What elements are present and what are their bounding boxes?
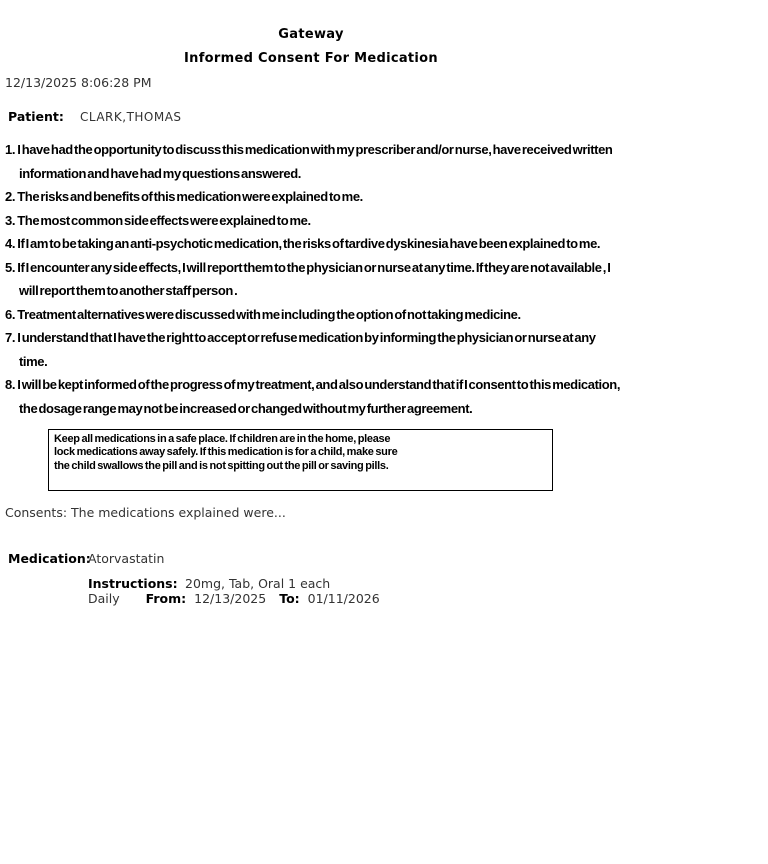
- item-number: 1.: [5, 142, 16, 157]
- safety-notice-text: Keep all medications in a safe place. If children are in the home, please lock medications away safely. If this medication is for a child, make sure the child swallows the pill and is not spitting out the pill or saving pills.: [54, 433, 398, 472]
- form-title: Informed Consent For Medication: [184, 51, 438, 66]
- consent-item-5: [5, 256, 623, 303]
- item-text: I have had the opportunity to discuss this medication with my prescriber and/or nurse, have received written information and have had my questions answered.: [17, 142, 613, 181]
- to-date: 01/11/2026: [307, 591, 380, 607]
- consent-item-8: [5, 373, 623, 420]
- item-number: 2.: [5, 189, 16, 204]
- consent-item-3: [5, 209, 623, 233]
- to-label: To:: [279, 591, 300, 607]
- patient-label: Patient:: [8, 109, 64, 124]
- item-text: The risks and benefits of this medication were explained to me.: [17, 189, 363, 204]
- consent-item-7: [5, 326, 623, 373]
- from-date: 12/13/2025: [194, 591, 267, 607]
- clinic-name: Gateway: [278, 27, 344, 42]
- item-number: 6.: [5, 306, 16, 322]
- item-text: Treatment alternatives were discussed with me including the option of not taking medicine.: [17, 306, 521, 322]
- consent-item-4: [5, 232, 623, 256]
- from-label: From:: [145, 591, 187, 607]
- item-text: I understand that I have the right to accept or refuse medication by informing the physician or nurse at any time.: [17, 330, 596, 369]
- instructions-row: [88, 576, 622, 606]
- item-number: 7.: [5, 330, 16, 345]
- consent-item-1: [5, 138, 623, 185]
- item-number: 8.: [5, 377, 16, 392]
- report-timestamp: 12/13/2025 8:06:28 PM: [5, 75, 152, 90]
- consent-statements-list: [5, 138, 623, 420]
- item-number: 4.: [5, 236, 16, 251]
- safety-notice-box: [48, 429, 553, 491]
- medication-section: [8, 551, 622, 606]
- item-text: I will be kept informed of the progress of my treatment, and also understand that if I consent to this medication, the dosage range may not be increased or changed without my further agreement.: [17, 377, 621, 416]
- item-text: The most common side effects were explained to me.: [17, 212, 311, 228]
- item-text: If I encounter any side effects, I will report them to the physician or nurse at any time. If they are not available , I will report them to another staff person .: [17, 259, 611, 298]
- instructions-label: Instructions:: [88, 576, 178, 592]
- consent-item-2: [5, 185, 623, 209]
- item-number: 5.: [5, 259, 16, 275]
- patient-row: [8, 109, 622, 125]
- patient-name: CLARK,THOMAS: [80, 110, 182, 124]
- medication-label: Medication:: [8, 551, 91, 567]
- instructions-value: 20mg, Tab, Oral 1 each Daily: [88, 576, 331, 607]
- consent-item-6: [5, 303, 623, 327]
- item-text: If I am to be taking an anti-psychotic medication, the risks of tardive dyskinesia have been explained to me.: [17, 236, 601, 251]
- medication-row: [8, 551, 622, 566]
- consents-summary-line: Consents: The medications explained were...: [5, 505, 286, 521]
- medication-name: Atorvastatin: [88, 551, 165, 567]
- item-number: 3.: [5, 212, 16, 228]
